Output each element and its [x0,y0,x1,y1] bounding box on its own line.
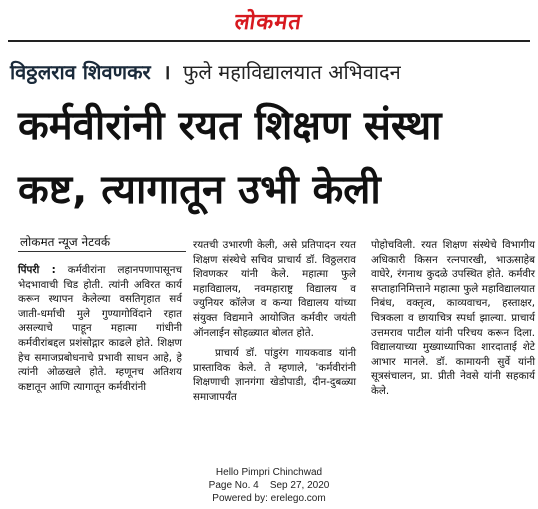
masthead [0,6,538,36]
column-2-paragraph-2: प्राचार्य डॉ. पांडुरंग गायकवाड यांनी प्रास्ताविक केले. ते म्हणाले, 'कर्मवीरांनी शिक्षणाची ज्ञानगंगा खेडोपाडी, दीन-दुबळ्या समाजापर्यंत [193,347,356,403]
footer-page-date: Page No. 4 Sep 27, 2020 [208,480,330,491]
column-1-text: कर्मवीरांना लहानपणापासूनच भेदभावाची चिड होती. त्यांनी अविरत कार्य करून स्थापन केलेल्या वसतिगृहात सर्व जाती-धर्माची मुले गुण्यागोविंदाने रहात असल्याचे पाहून महात्मा गांधीनी कर्मवीरांबद्दल प्रशंसोद्गार काढले होते. शिक्षण हेच समाजप्रबोधनाचे प्रभावी साधन आहे, हे त्यांनी ओळखले होते. म्हणूनच अतिशय कष्टातून आणि त्यागातून कर्मवीरांनी [18,264,182,393]
headline-line-1: कर्मवीरांनी रयत शिक्षण संस्था [18,103,442,149]
headline-line-2: कष्ट, त्यागातून उभी केली [18,167,381,213]
top-rule [8,40,530,42]
article-paragraph [18,263,182,394]
kicker [10,58,528,85]
byline: लोकमत न्यूज नेटवर्क [20,235,111,249]
dateline: पिंपरी : [18,264,56,276]
footer-powered-by: Powered by: erelego.com [212,493,326,504]
newspaper-logo: लोकमत [233,10,305,35]
kicker-separator: । [162,60,171,84]
byline-rule [18,251,186,252]
column-2-paragraph-1: रयतची उभारणी केली, असे प्रतिपादन रयत शिक्षण संस्थेचे सचिव प्राचार्य डॉ. विठ्ठलराव शिवणकर यांनी केले. महात्मा फुले महाविद्यालय, नवमहाराष्ट्र विद्यालय व ज्युनियर कॉलेज व कन्या विद्यालय यांच्या संयुक्त विद्यमाने आयोजित कर्मवीर जयंती ऑनलाईन सोहळ्यात बोलत होते. [193,239,356,339]
footer-edition: Hello Pimpri Chinchwad [215,467,323,478]
kicker-name: विठ्ठलराव शिवणकर [10,60,151,84]
article-column-3 [371,238,535,399]
column-3-text: पोहोचविली. रयत शिक्षण संस्थेचे विभागीय अधिकारी किसन रत्नपारखी, भाऊसाहेब वाघेरे, रंगनाथ कुदळे उपस्थित होते. कर्मवीर सप्ताहानिमित्ताने महात्मा फुले महाविद्यालयात निबंध, वक्तृत्व, काव्यवाचन, हस्ताक्षर, चित्रकला व छायाचित्र स्पर्धा झाल्या. प्राचार्य उत्तमराव पाटील यांनी परिचय करून दिला. विद्यालयाच्या मुख्याध्यापिका शारदाताई शेटे आभार मानले. डॉ. कामायनी सुर्वे यांनी सूत्रसंचालन, प्रा. प्रीती नेवसे यांनी सहकार्य केले. [371,239,535,397]
article-column-1 [18,263,182,394]
kicker-text: फुले महाविद्यालयात अभिवादन [182,60,401,84]
article-column-2 [193,238,356,405]
